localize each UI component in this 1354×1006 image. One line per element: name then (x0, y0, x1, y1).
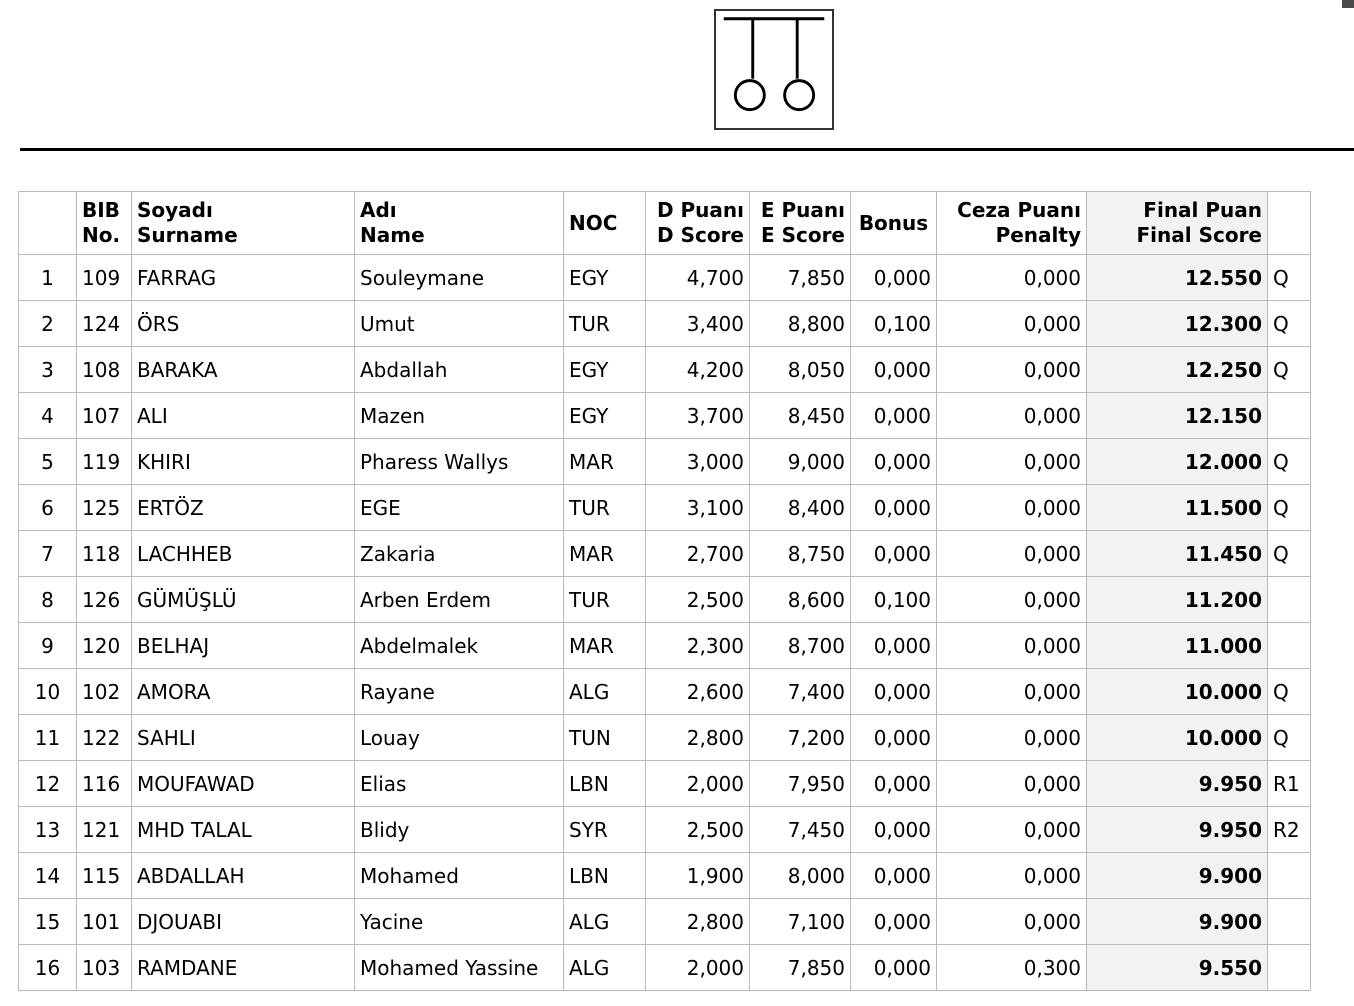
cell-qualification: R2 (1268, 807, 1311, 853)
table-row (19, 853, 1311, 899)
results-table (18, 191, 1311, 991)
cell-rank: 10 (19, 669, 77, 715)
cell-final-score: 11.000 (1087, 623, 1268, 669)
table-row (19, 807, 1311, 853)
cell-penalty: 0,000 (937, 439, 1087, 485)
cell-noc: ALG (564, 945, 646, 991)
cell-noc: LBN (564, 853, 646, 899)
cell-rank: 12 (19, 761, 77, 807)
cell-bib: 124 (77, 301, 132, 347)
cell-penalty: 0,000 (937, 255, 1087, 301)
cell-qualification: Q (1268, 439, 1311, 485)
cell-penalty: 0,000 (937, 853, 1087, 899)
table-row (19, 761, 1311, 807)
cell-penalty: 0,000 (937, 669, 1087, 715)
cell-final-score: 9.900 (1087, 853, 1268, 899)
cell-e-score: 8,800 (750, 301, 851, 347)
cell-rank: 8 (19, 577, 77, 623)
cell-surname: RAMDANE (132, 945, 355, 991)
cell-final-score: 10.000 (1087, 669, 1268, 715)
table-row (19, 899, 1311, 945)
table-header-row (19, 192, 1311, 255)
header-penalty: Ceza Puanı Penalty (937, 192, 1087, 255)
cell-bonus: 0,000 (851, 623, 937, 669)
header-final-score: Final Puan Final Score (1087, 192, 1268, 255)
cell-final-score: 10.000 (1087, 715, 1268, 761)
cell-qualification: Q (1268, 255, 1311, 301)
cell-d-score: 3,000 (646, 439, 750, 485)
cell-final-score: 9.950 (1087, 807, 1268, 853)
cell-penalty: 0,000 (937, 715, 1087, 761)
cell-rank: 11 (19, 715, 77, 761)
cell-d-score: 2,500 (646, 577, 750, 623)
cell-qualification (1268, 899, 1311, 945)
table-row (19, 669, 1311, 715)
cell-qualification (1268, 623, 1311, 669)
cell-rank: 6 (19, 485, 77, 531)
cell-penalty: 0,000 (937, 485, 1087, 531)
cell-name: Elias (355, 761, 564, 807)
cell-name: Louay (355, 715, 564, 761)
cell-bonus: 0,100 (851, 301, 937, 347)
cell-e-score: 8,050 (750, 347, 851, 393)
cell-surname: AMORA (132, 669, 355, 715)
cell-e-score: 8,750 (750, 531, 851, 577)
cell-penalty: 0,000 (937, 301, 1087, 347)
cell-penalty: 0,000 (937, 807, 1087, 853)
cell-e-score: 8,400 (750, 485, 851, 531)
table-row (19, 623, 1311, 669)
cell-name: Blidy (355, 807, 564, 853)
cell-noc: MAR (564, 531, 646, 577)
cell-d-score: 4,200 (646, 347, 750, 393)
header-name: Adı Name (355, 192, 564, 255)
cell-name: Mohamed (355, 853, 564, 899)
cell-d-score: 2,300 (646, 623, 750, 669)
cell-bonus: 0,000 (851, 485, 937, 531)
cell-bonus: 0,000 (851, 393, 937, 439)
header-divider (20, 148, 1354, 151)
results-body (19, 255, 1311, 991)
cell-name: Mohamed Yassine (355, 945, 564, 991)
cell-d-score: 2,800 (646, 715, 750, 761)
cell-surname: ERTÖZ (132, 485, 355, 531)
cell-name: Zakaria (355, 531, 564, 577)
cell-e-score: 7,850 (750, 945, 851, 991)
cell-e-score: 7,200 (750, 715, 851, 761)
table-row (19, 255, 1311, 301)
cell-d-score: 2,000 (646, 945, 750, 991)
header-d-score: D Puanı D Score (646, 192, 750, 255)
cell-rank: 9 (19, 623, 77, 669)
cell-bonus: 0,000 (851, 347, 937, 393)
cell-bib: 121 (77, 807, 132, 853)
cell-final-score: 9.950 (1087, 761, 1268, 807)
header-rank (19, 192, 77, 255)
cell-rank: 2 (19, 301, 77, 347)
cell-qualification (1268, 393, 1311, 439)
cell-noc: TUR (564, 577, 646, 623)
cell-d-score: 1,900 (646, 853, 750, 899)
cell-noc: LBN (564, 761, 646, 807)
cell-final-score: 11.500 (1087, 485, 1268, 531)
cell-name: Souleymane (355, 255, 564, 301)
table-row (19, 301, 1311, 347)
table-row (19, 485, 1311, 531)
cell-qualification: Q (1268, 301, 1311, 347)
still-rings-pictogram (716, 11, 832, 128)
cell-qualification (1268, 853, 1311, 899)
header-bib: BIB No. (77, 192, 132, 255)
cell-final-score: 11.450 (1087, 531, 1268, 577)
cell-e-score: 7,850 (750, 255, 851, 301)
header-noc: NOC (564, 192, 646, 255)
cell-d-score: 4,700 (646, 255, 750, 301)
table-row (19, 393, 1311, 439)
cell-rank: 16 (19, 945, 77, 991)
cell-bonus: 0,000 (851, 439, 937, 485)
cell-bonus: 0,000 (851, 531, 937, 577)
cell-e-score: 8,600 (750, 577, 851, 623)
cell-surname: BARAKA (132, 347, 355, 393)
cell-e-score: 8,000 (750, 853, 851, 899)
cell-qualification: R1 (1268, 761, 1311, 807)
cell-penalty: 0,300 (937, 945, 1087, 991)
cell-penalty: 0,000 (937, 761, 1087, 807)
cell-e-score: 7,450 (750, 807, 851, 853)
header-surname: Soyadı Surname (132, 192, 355, 255)
cell-name: Pharess Wallys (355, 439, 564, 485)
cell-noc: EGY (564, 347, 646, 393)
cell-bib: 116 (77, 761, 132, 807)
cell-noc: ALG (564, 899, 646, 945)
cell-noc: TUR (564, 301, 646, 347)
cell-name: Umut (355, 301, 564, 347)
cell-bonus: 0,000 (851, 715, 937, 761)
cell-qualification (1268, 945, 1311, 991)
cell-final-score: 9.550 (1087, 945, 1268, 991)
cell-name: Abdallah (355, 347, 564, 393)
cell-qualification: Q (1268, 531, 1311, 577)
cell-penalty: 0,000 (937, 577, 1087, 623)
cell-surname: LACHHEB (132, 531, 355, 577)
header-e-score: E Puanı E Score (750, 192, 851, 255)
cell-noc: EGY (564, 255, 646, 301)
cell-d-score: 2,000 (646, 761, 750, 807)
table-row (19, 577, 1311, 623)
cell-final-score: 12.250 (1087, 347, 1268, 393)
cell-e-score: 9,000 (750, 439, 851, 485)
cell-bonus: 0,000 (851, 899, 937, 945)
cell-bib: 103 (77, 945, 132, 991)
cell-penalty: 0,000 (937, 393, 1087, 439)
cell-d-score: 2,600 (646, 669, 750, 715)
cell-surname: BELHAJ (132, 623, 355, 669)
table-row (19, 945, 1311, 991)
cell-surname: KHIRI (132, 439, 355, 485)
cell-e-score: 7,950 (750, 761, 851, 807)
cell-noc: ALG (564, 669, 646, 715)
cell-bib: 122 (77, 715, 132, 761)
cell-penalty: 0,000 (937, 531, 1087, 577)
corner-mark (1342, 0, 1354, 8)
cell-bib: 119 (77, 439, 132, 485)
cell-d-score: 2,800 (646, 899, 750, 945)
cell-bib: 101 (77, 899, 132, 945)
cell-bib: 125 (77, 485, 132, 531)
cell-bonus: 0,100 (851, 577, 937, 623)
table-row (19, 347, 1311, 393)
cell-rank: 7 (19, 531, 77, 577)
cell-qualification: Q (1268, 715, 1311, 761)
cell-rank: 4 (19, 393, 77, 439)
cell-bib: 107 (77, 393, 132, 439)
cell-name: Yacine (355, 899, 564, 945)
table-row (19, 715, 1311, 761)
cell-rank: 3 (19, 347, 77, 393)
cell-bib: 118 (77, 531, 132, 577)
cell-final-score: 11.200 (1087, 577, 1268, 623)
cell-name: Abdelmalek (355, 623, 564, 669)
cell-surname: ABDALLAH (132, 853, 355, 899)
cell-e-score: 8,700 (750, 623, 851, 669)
cell-rank: 5 (19, 439, 77, 485)
cell-surname: DJOUABI (132, 899, 355, 945)
cell-bonus: 0,000 (851, 807, 937, 853)
cell-qualification: Q (1268, 669, 1311, 715)
cell-d-score: 3,400 (646, 301, 750, 347)
cell-bib: 126 (77, 577, 132, 623)
cell-noc: SYR (564, 807, 646, 853)
cell-final-score: 12.550 (1087, 255, 1268, 301)
table-row (19, 531, 1311, 577)
cell-noc: MAR (564, 623, 646, 669)
cell-d-score: 3,700 (646, 393, 750, 439)
cell-surname: ÖRS (132, 301, 355, 347)
cell-bonus: 0,000 (851, 945, 937, 991)
cell-bonus: 0,000 (851, 853, 937, 899)
cell-surname: FARRAG (132, 255, 355, 301)
cell-bib: 120 (77, 623, 132, 669)
cell-name: EGE (355, 485, 564, 531)
cell-d-score: 3,100 (646, 485, 750, 531)
header-bonus: Bonus (851, 192, 937, 255)
cell-surname: MHD TALAL (132, 807, 355, 853)
cell-penalty: 0,000 (937, 623, 1087, 669)
cell-surname: ALI (132, 393, 355, 439)
cell-bonus: 0,000 (851, 255, 937, 301)
cell-qualification: Q (1268, 347, 1311, 393)
cell-surname: SAHLI (132, 715, 355, 761)
cell-name: Rayane (355, 669, 564, 715)
cell-qualification (1268, 577, 1311, 623)
cell-e-score: 7,400 (750, 669, 851, 715)
cell-final-score: 9.900 (1087, 899, 1268, 945)
cell-final-score: 12.300 (1087, 301, 1268, 347)
still-rings-icon (714, 9, 834, 130)
cell-qualification: Q (1268, 485, 1311, 531)
cell-e-score: 8,450 (750, 393, 851, 439)
cell-penalty: 0,000 (937, 347, 1087, 393)
cell-bib: 115 (77, 853, 132, 899)
cell-name: Arben Erdem (355, 577, 564, 623)
table-row (19, 439, 1311, 485)
cell-noc: TUN (564, 715, 646, 761)
cell-bonus: 0,000 (851, 669, 937, 715)
cell-rank: 15 (19, 899, 77, 945)
cell-e-score: 7,100 (750, 899, 851, 945)
cell-final-score: 12.000 (1087, 439, 1268, 485)
cell-penalty: 0,000 (937, 899, 1087, 945)
cell-bib: 102 (77, 669, 132, 715)
cell-rank: 13 (19, 807, 77, 853)
cell-surname: GÜMÜŞLÜ (132, 577, 355, 623)
cell-bib: 108 (77, 347, 132, 393)
cell-name: Mazen (355, 393, 564, 439)
cell-noc: MAR (564, 439, 646, 485)
cell-d-score: 2,500 (646, 807, 750, 853)
cell-noc: EGY (564, 393, 646, 439)
cell-final-score: 12.150 (1087, 393, 1268, 439)
cell-surname: MOUFAWAD (132, 761, 355, 807)
cell-bonus: 0,000 (851, 761, 937, 807)
cell-bib: 109 (77, 255, 132, 301)
cell-d-score: 2,700 (646, 531, 750, 577)
header-qualification (1268, 192, 1311, 255)
cell-rank: 14 (19, 853, 77, 899)
cell-noc: TUR (564, 485, 646, 531)
cell-rank: 1 (19, 255, 77, 301)
